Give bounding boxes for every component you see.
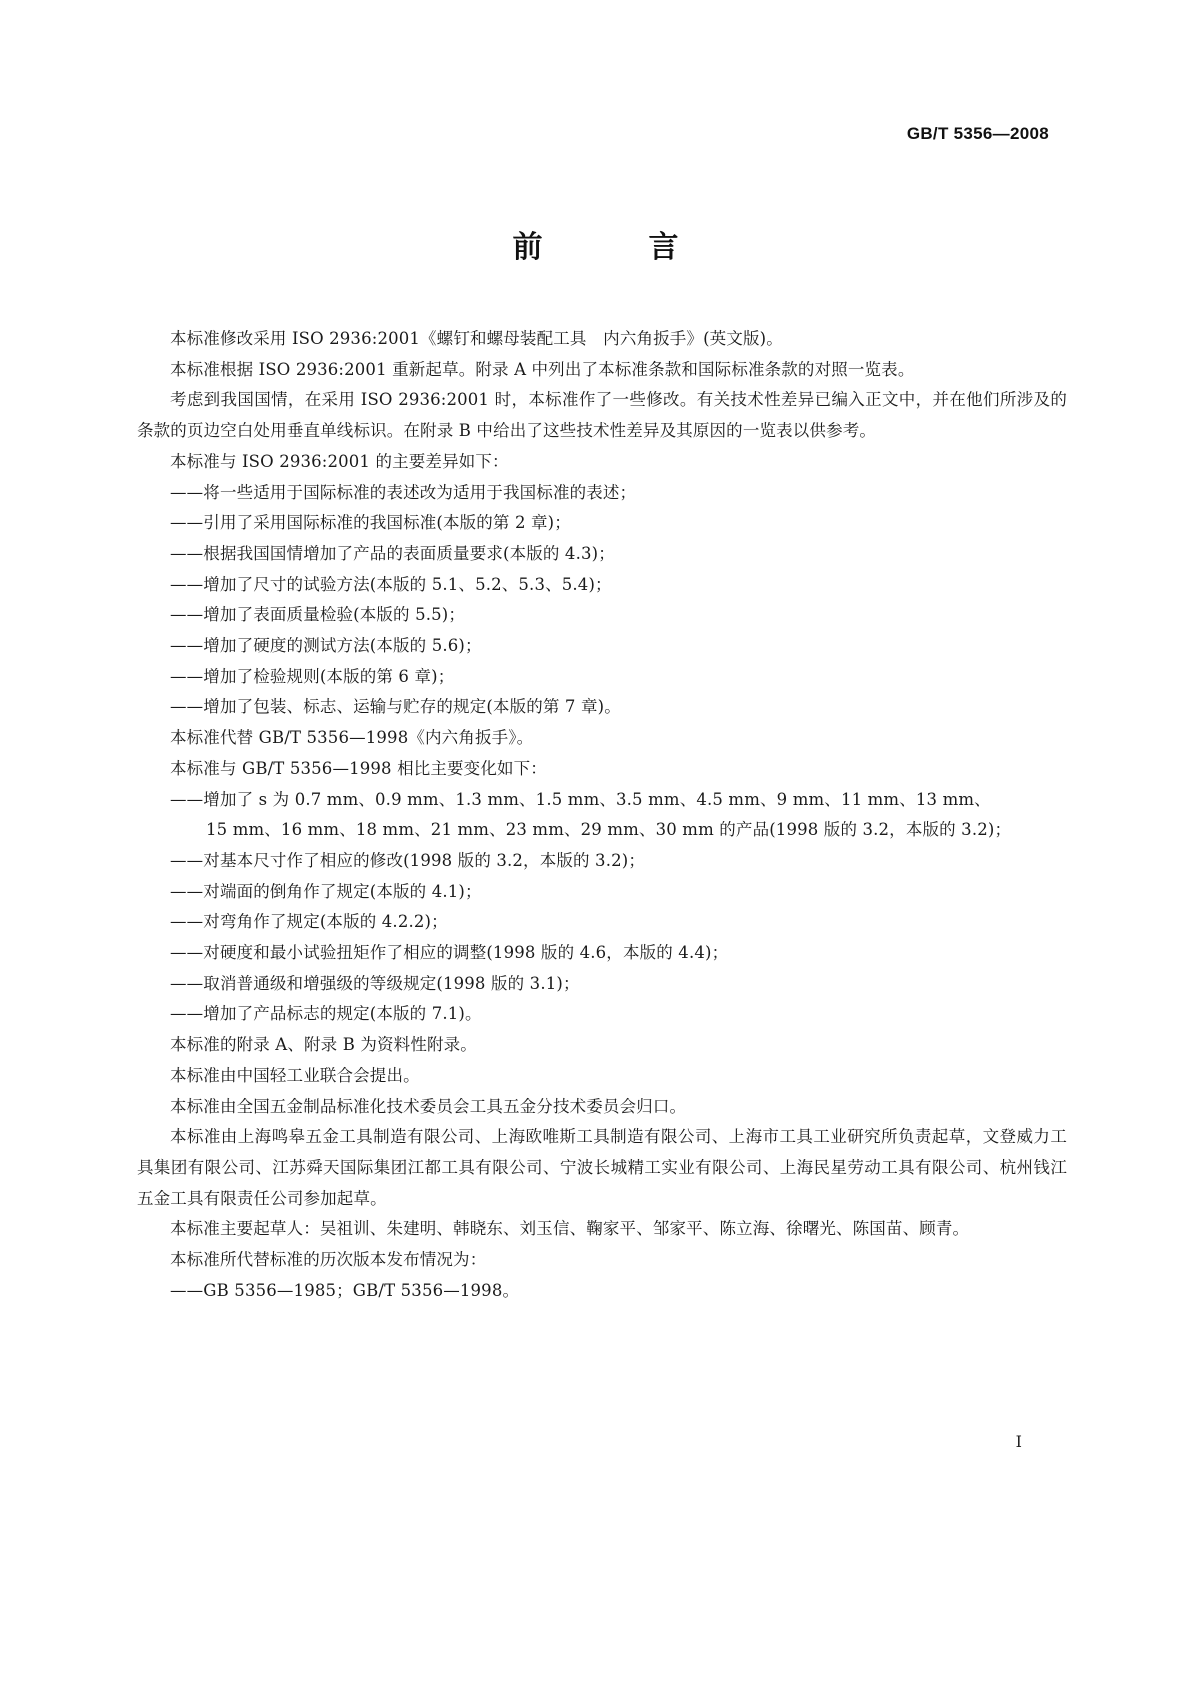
paragraph: 本标准代替 GB/T 5356—1998《内六角扳手》。 bbox=[170, 728, 534, 748]
page-title: 前 言 bbox=[512, 230, 717, 265]
paragraph: 本标准主要起草人：吴祖训、朱建明、韩晓东、刘玉信、鞠家平、邹家平、陈立海、徐曙光、陈国苗、顾青。 bbox=[170, 1219, 970, 1239]
paragraph: 本标准由全国五金制品标准化技术委员会工具五金分技术委员会归口。 bbox=[170, 1096, 687, 1116]
document-body bbox=[137, 324, 1067, 1307]
list-item: ——对基本尺寸作了相应的修改(1998 版的 3.2，本版的 3.2)； bbox=[170, 850, 645, 870]
standard-code: GB/T 5356—2008 bbox=[906, 124, 1049, 143]
list-item: ——增加了检验规则(本版的第 6 章)； bbox=[170, 666, 455, 686]
list-item: ——增加了产品标志的规定(本版的 7.1)。 bbox=[170, 1004, 482, 1024]
list-item: ——增加了硬度的测试方法(本版的 5.6)； bbox=[170, 636, 482, 656]
list-item: ——GB 5356—1985；GB/T 5356—1998。 bbox=[170, 1280, 520, 1300]
list-item: ——引用了采用国际标准的我国标准(本版的第 2 章)； bbox=[170, 513, 571, 533]
list-item-line: ——增加了 s 为 0.7 mm、0.9 mm、1.3 mm、1.5 mm、3.5 mm、4.5 mm、9 mm、11 mm、13 mm、 bbox=[170, 789, 991, 809]
list-item: ——对硬度和最小试验扭矩作了相应的调整(1998 版的 4.6，本版的 4.4)； bbox=[170, 943, 729, 963]
list-item: ——对弯角作了规定(本版的 4.2.2)； bbox=[170, 912, 448, 932]
paragraph: 本标准与 ISO 2936:2001 的主要差异如下： bbox=[170, 451, 509, 471]
paragraph: 本标准由中国轻工业联合会提出。 bbox=[170, 1065, 420, 1085]
paragraph: 本标准所代替标准的历次版本发布情况为： bbox=[170, 1250, 487, 1270]
paragraph: 本标准与 GB/T 5356—1998 相比主要变化如下： bbox=[170, 758, 547, 778]
list-item: ——增加了包装、标志、运输与贮存的规定(本版的第 7 章)。 bbox=[170, 697, 621, 717]
list-item: ——将一些适用于国际标准的表述改为适用于我国标准的表述； bbox=[170, 482, 637, 502]
list-item: ——根据我国国情增加了产品的表面质量要求(本版的 4.3)； bbox=[170, 543, 615, 563]
list-item: ——取消普通级和增强级的等级规定(1998 版的 3.1)； bbox=[170, 973, 580, 993]
list-item: ——增加了尺寸的试验方法(本版的 5.1、5.2、5.3、5.4)； bbox=[170, 574, 612, 594]
page-number: I bbox=[1015, 1432, 1022, 1451]
paragraph: 本标准由上海鸣皋五金工具制造有限公司、上海欧唯斯工具制造有限公司、上海市工具工业研究所负责起草，文登威力工具集团有限公司、江苏舜天国际集团江都工具有限公司、宁波长城精工实业有限公司、上海民星劳动工具有限公司、杭州钱江五金工具有限责任公司参加起草。 bbox=[137, 1127, 1067, 1208]
list-item-continuation: 15 mm、16 mm、18 mm、21 mm、23 mm、29 mm、30 mm 的产品(1998 版的 3.2，本版的 3.2)； bbox=[206, 820, 1012, 840]
paragraph: 考虑到我国国情，在采用 ISO 2936:2001 时，本标准作了一些修改。有关技术性差异已编入正文中，并在他们所涉及的条款的页边空白处用垂直单线标识。在附录 B 中给出了这些技术性差异及其原因的一览表以供参考。 bbox=[137, 390, 1067, 441]
paragraph: 本标准修改采用 ISO 2936:2001《螺钉和螺母装配工具 内六角扳手》(英文版)。 bbox=[170, 329, 783, 348]
list-item: ——对端面的倒角作了规定(本版的 4.1)； bbox=[170, 881, 482, 901]
list-item: ——增加了表面质量检验(本版的 5.5)； bbox=[170, 605, 466, 625]
list-item bbox=[137, 785, 1067, 846]
paragraph: 本标准的附录 A、附录 B 为资料性附录。 bbox=[170, 1035, 477, 1055]
paragraph: 本标准根据 ISO 2936:2001 重新起草。附录 A 中列出了本标准条款和国际标准条款的对照一览表。 bbox=[170, 359, 915, 379]
